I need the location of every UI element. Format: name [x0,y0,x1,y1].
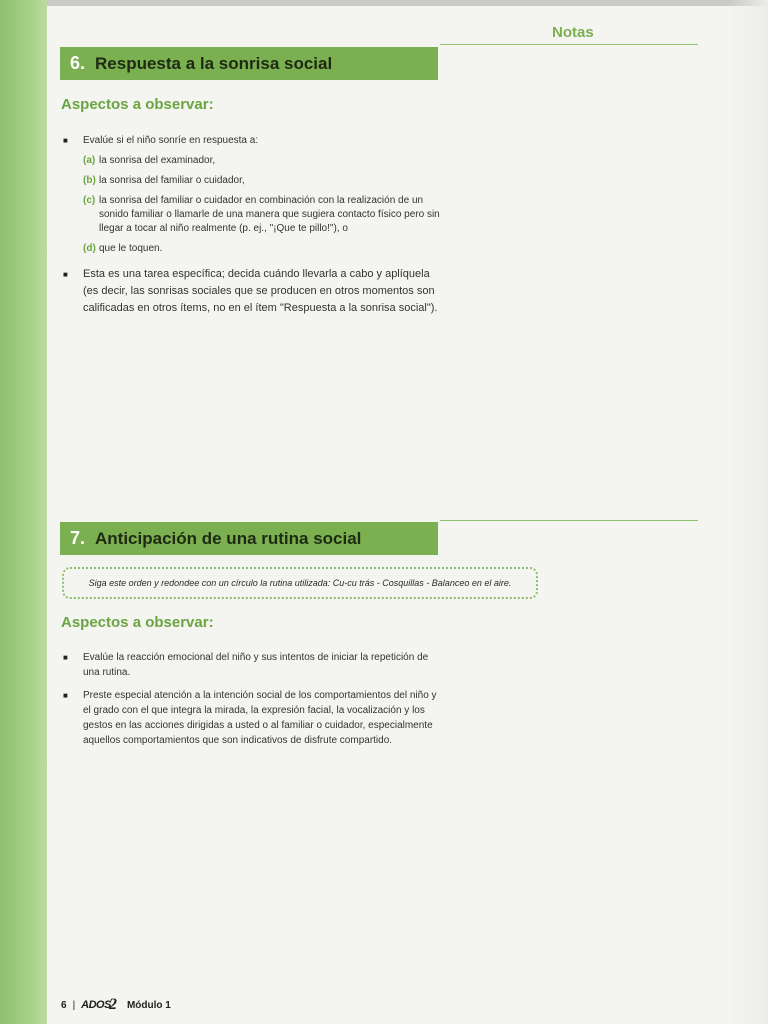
page-edge-shadow [728,0,768,1024]
section-6-title: Respuesta a la sonrisa social [95,53,333,73]
section-6-number: 6. [70,53,86,73]
bullet-text: Evalúe si el niño sonríe en respuesta a: [83,135,259,146]
sub-item-d [83,242,443,256]
list-item [63,650,443,680]
list-item [63,133,443,256]
sub-item-letter: (c) [83,195,96,206]
module-label: Módulo 1 [126,999,171,1011]
instruction-box [62,567,538,599]
sub-item-c [83,194,443,236]
left-green-strip [0,0,47,1024]
sub-item-text: que le toquen. [99,243,163,254]
section-6-header [60,47,438,80]
square-bullet-icon: ■ [63,270,68,279]
section-6-bullet-list [63,133,443,317]
notes-rule [440,44,698,45]
sub-item-letter: (a) [83,155,96,166]
section-6-subhead: Aspectos a observar: [61,96,214,113]
notes-heading: Notas [552,24,594,41]
sub-item-a [83,154,443,168]
bullet-text: Preste especial atención a la intención social de los comportamientos del niño y el grado con el que integra la mirada, la expresión facial, la vocalización y los gestos en las acciones dirigidas a usted o al familiar o cuidador, especialmente aquellos comportamientos que son indicativos de disfrute compartido. [83,690,437,746]
section-7-bullet-list [63,650,443,756]
sub-item-letter: (b) [83,175,96,186]
bullet-text: Evalúe la reacción emocional del niño y sus intentos de iniciar la repetición de una rutina. [83,652,429,678]
page-footer [61,996,171,1014]
sub-item-text: la sonrisa del familiar o cuidador, [99,175,245,186]
sub-item-b [83,174,443,188]
ados-logo-text: ADOS [81,999,111,1011]
square-bullet-icon: ■ [63,691,68,700]
sub-item-text: la sonrisa del examinador, [99,155,216,166]
notes-rule-2 [440,520,698,521]
section-7-title: Anticipación de una rutina social [95,528,362,548]
square-bullet-icon: ■ [63,136,68,145]
ados-logo-number: 2 [108,996,117,1013]
sub-item-list [83,154,443,256]
bullet-text: Esta es una tarea específica; decida cuándo llevarla a cabo y aplíquela (es decir, las sonrisas sociales que se producen en otros momentos son calificadas en otros ítems, no en el ítem "Respuesta a la sonrisa social"). [83,268,438,314]
footer-separator: | [72,999,76,1011]
sub-item-letter: (d) [83,243,96,254]
sub-item-text: la sonrisa del familiar o cuidador en combinación con la realización de un sonido familiar o llamarle de una manera que sugiera contacto físico pero sin llegar a tocar al niño realmente (p. ej., "¡Que te pillo!"), o [99,195,440,234]
top-band [47,0,768,6]
list-item [63,688,443,748]
list-item [63,266,443,317]
section-7-number: 7. [70,528,86,548]
section-7-subhead: Aspectos a observar: [61,614,214,631]
page-number: 6 [61,999,67,1011]
section-7-header [60,522,438,555]
instruction-text: Siga este orden y redondee con un círculo la rutina utilizada: Cu-cu trás - Cosquillas - Balanceo en el aire. [88,578,512,588]
square-bullet-icon: ■ [63,653,68,662]
